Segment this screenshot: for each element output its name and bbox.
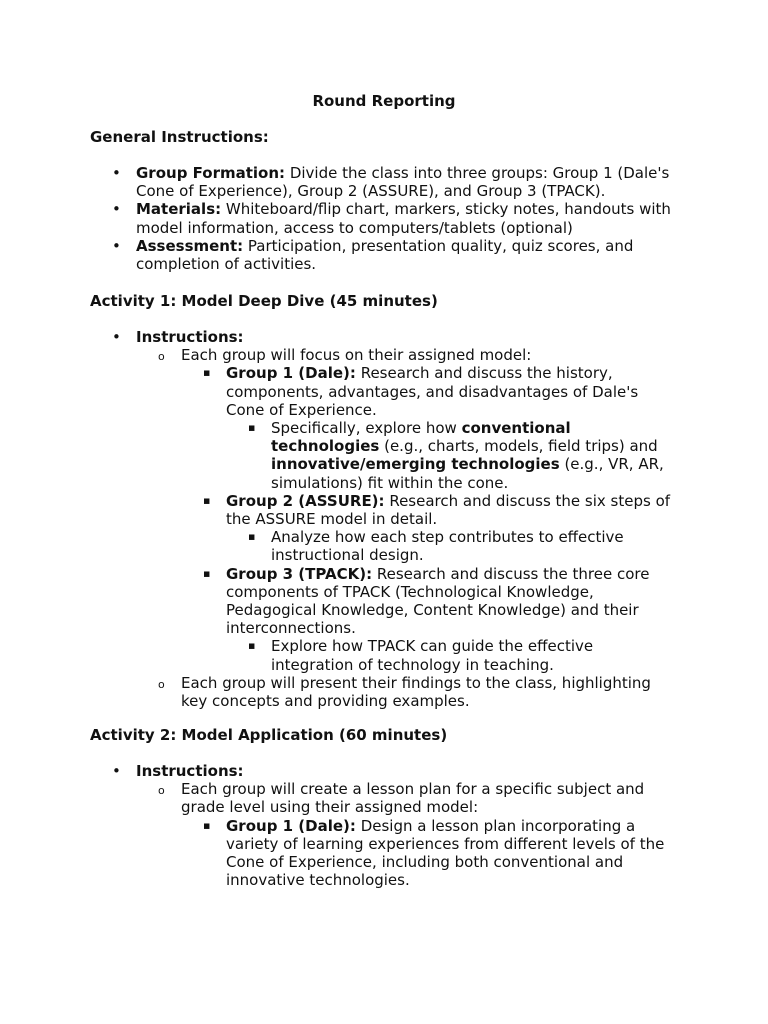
list-item-group1-dale bbox=[0, 364, 676, 419]
instructions-label: Instructions: bbox=[136, 762, 244, 780]
activity1-heading: Activity 1: Model Deep Dive (45 minutes) bbox=[90, 292, 438, 310]
list-item-group-formation bbox=[0, 164, 676, 200]
bullet-icon: • bbox=[112, 164, 121, 182]
bullet-icon: • bbox=[112, 328, 121, 346]
document-title: Round Reporting bbox=[312, 92, 456, 110]
general-instructions-list bbox=[0, 164, 676, 273]
item-label: Materials: bbox=[136, 200, 222, 219]
item-text: Research and discuss the history, components, advantages, and disadvantages of Dale's Cone of Experience. bbox=[226, 364, 639, 419]
item-text: Research and discuss the six steps of the ASSURE model in detail. bbox=[226, 491, 671, 529]
list-item-instructions bbox=[0, 762, 676, 780]
emphasis-conventional: conventional technologies bbox=[271, 419, 571, 456]
list-item-assessment bbox=[0, 237, 676, 273]
list-item-dale-technologies bbox=[0, 419, 676, 492]
item-text: Participation, presentation quality, quiz scores, and completion of activities. bbox=[136, 236, 634, 274]
list-item-group2-assure bbox=[0, 492, 676, 528]
activity1-list bbox=[0, 328, 676, 710]
item-text: Explore how TPACK can guide the effective integration of technology in teaching. bbox=[271, 637, 594, 674]
square-bullet-icon: ▪ bbox=[203, 493, 211, 507]
bullet-icon: • bbox=[112, 762, 121, 780]
list-item-instructions bbox=[0, 328, 676, 346]
bullet-icon: • bbox=[112, 236, 121, 255]
item-label: Group 2 (ASSURE): bbox=[226, 491, 385, 510]
list-item-group1-dale bbox=[0, 817, 676, 890]
item-text: Divide the class into three groups: Group 1 (Dale's Cone of Experience), Group 2 (ASSURE), and Group 3 (TPACK). bbox=[136, 164, 670, 201]
list-item-assure-analyze bbox=[0, 528, 676, 564]
item-text: Whiteboard/flip chart, markers, sticky notes, handouts with model information, access to computers/tablets (optional) bbox=[136, 200, 671, 237]
item-label: Group Formation: bbox=[136, 164, 286, 182]
circle-bullet-icon: o bbox=[158, 677, 165, 691]
list-item-lesson-plan bbox=[0, 780, 676, 816]
activity2-heading: Activity 2: Model Application (60 minutes) bbox=[90, 726, 448, 744]
list-item-materials bbox=[0, 200, 676, 236]
item-label: Group 3 (TPACK): bbox=[226, 564, 373, 583]
circle-bullet-icon: o bbox=[158, 350, 165, 364]
item-text: Each group will focus on their assigned model: bbox=[181, 346, 532, 365]
square-bullet-icon: ▪ bbox=[203, 566, 211, 580]
item-label: Group 1 (Dale): bbox=[226, 816, 356, 835]
list-item-present bbox=[0, 674, 676, 710]
bullet-icon: • bbox=[112, 200, 121, 219]
item-text: Research and discuss the three core components of TPACK (Technological Knowledge, Pedagogical Knowledge, Content Knowledge) and their interconnections. bbox=[226, 564, 650, 638]
list-item-tpack-explore bbox=[0, 637, 676, 673]
square-bullet-icon: ▪ bbox=[248, 530, 256, 544]
general-instructions-heading: General Instructions: bbox=[90, 128, 269, 146]
square-bullet-icon: ▪ bbox=[203, 366, 211, 380]
item-text: (e.g., VR, AR, simulations) fit within the cone. bbox=[271, 455, 664, 492]
emphasis-innovative: innovative/emerging technologies bbox=[271, 455, 560, 474]
item-label: Assessment: bbox=[136, 236, 244, 255]
list-item-group3-tpack bbox=[0, 565, 676, 638]
square-bullet-icon: ▪ bbox=[248, 639, 256, 653]
activity2-list bbox=[0, 762, 676, 889]
list-item-focus bbox=[0, 346, 676, 364]
instructions-label: Instructions: bbox=[136, 328, 244, 346]
circle-bullet-icon: o bbox=[158, 784, 165, 798]
item-text: Each group will present their findings to the class, highlighting key concepts and providing examples. bbox=[181, 673, 651, 711]
item-text: (e.g., charts, models, field trips) and bbox=[379, 437, 658, 456]
item-text: Analyze how each step contributes to effective instructional design. bbox=[271, 528, 624, 565]
item-text: Each group will create a lesson plan for a specific subject and grade level using their assigned model: bbox=[181, 780, 645, 817]
item-label: Group 1 (Dale): bbox=[226, 364, 356, 383]
square-bullet-icon: ▪ bbox=[203, 818, 211, 832]
item-text: Specifically, explore how bbox=[271, 419, 462, 438]
item-text: Design a lesson plan incorporating a variety of learning experiences from different levels of the Cone of Experience, including both conventional and innovative technologies. bbox=[226, 816, 665, 890]
square-bullet-icon: ▪ bbox=[248, 421, 256, 435]
